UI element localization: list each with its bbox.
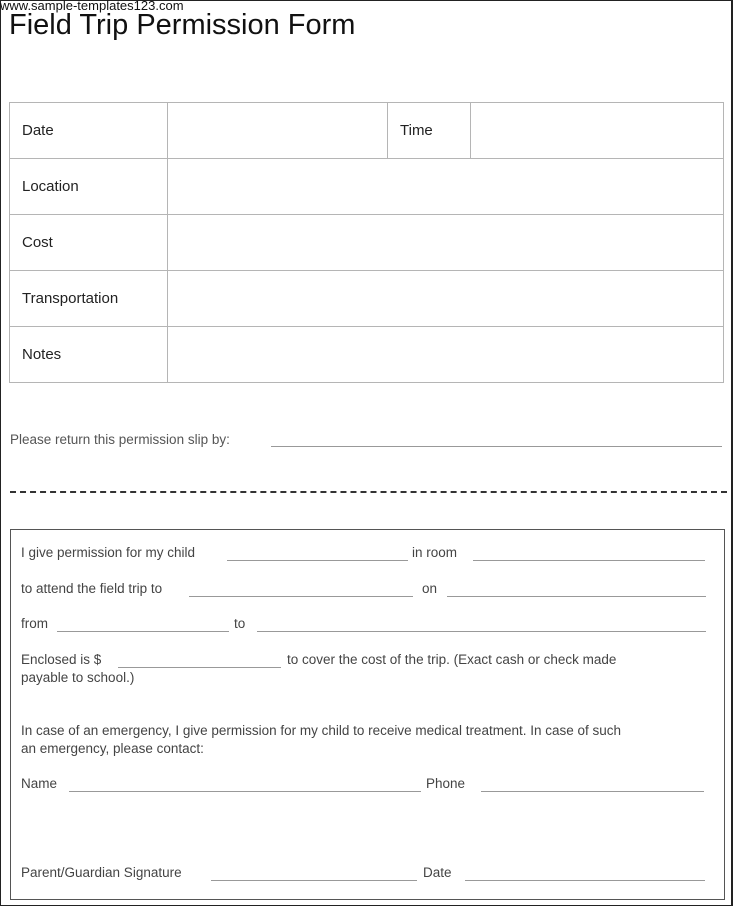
from-time-blank[interactable] [57,631,229,632]
notes-label: Notes [10,327,168,383]
table-row-cost [10,215,724,271]
date-label: Date [10,103,168,159]
date-field[interactable] [168,103,388,159]
time-field[interactable] [471,103,724,159]
table-row-transportation [10,271,724,327]
signature-date-blank[interactable] [465,880,705,881]
location-field[interactable] [168,159,724,215]
contact-name-blank[interactable] [69,791,421,792]
page-title: Field Trip Permission Form [9,9,356,41]
permission-child-label: I give permission for my child [21,545,196,560]
emergency-text-line2: an emergency, please contact: [21,741,204,756]
transportation-field[interactable] [168,271,724,327]
emergency-text-line1: In case of an emergency, I give permission for my child to receive medical treatment. In case of such [21,723,622,738]
cost-label: Cost [10,215,168,271]
contact-phone-blank[interactable] [481,791,704,792]
cost-field[interactable] [168,215,724,271]
watermark-url: www.sample-templates123.com [0,0,184,13]
from-label: from [21,616,48,631]
trip-destination-blank[interactable] [189,596,413,597]
to-label: to [234,616,246,631]
to-time-blank[interactable] [257,631,706,632]
table-row-date-time [10,103,724,159]
location-label: Location [10,159,168,215]
cost-cover-text: to cover the cost of the trip. (Exact cash or check made [287,652,617,667]
return-by-label: Please return this permission slip by: [10,432,230,447]
table-row-notes [10,327,724,383]
on-label: on [422,581,438,596]
signature-blank[interactable] [211,880,417,881]
cut-line-divider [10,491,727,493]
return-by-blank[interactable] [271,446,722,447]
trip-date-blank[interactable] [447,596,706,597]
trip-info-table [9,102,724,383]
table-row-location [10,159,724,215]
contact-name-label: Name [21,776,58,791]
enclosed-label: Enclosed is $ [21,652,102,667]
signature-date-label: Date [423,865,452,880]
room-label: in room [412,545,458,560]
enclosed-amount-blank[interactable] [118,667,281,668]
signature-label: Parent/Guardian Signature [21,865,182,880]
payable-text: payable to school.) [21,670,135,685]
child-name-blank[interactable] [227,560,408,561]
transportation-label: Transportation [10,271,168,327]
notes-field[interactable] [168,327,724,383]
contact-phone-label: Phone [426,776,466,791]
room-blank[interactable] [473,560,705,561]
time-label: Time [388,103,471,159]
permission-slip [10,529,725,900]
field-trip-to-label: to attend the field trip to [21,581,163,596]
